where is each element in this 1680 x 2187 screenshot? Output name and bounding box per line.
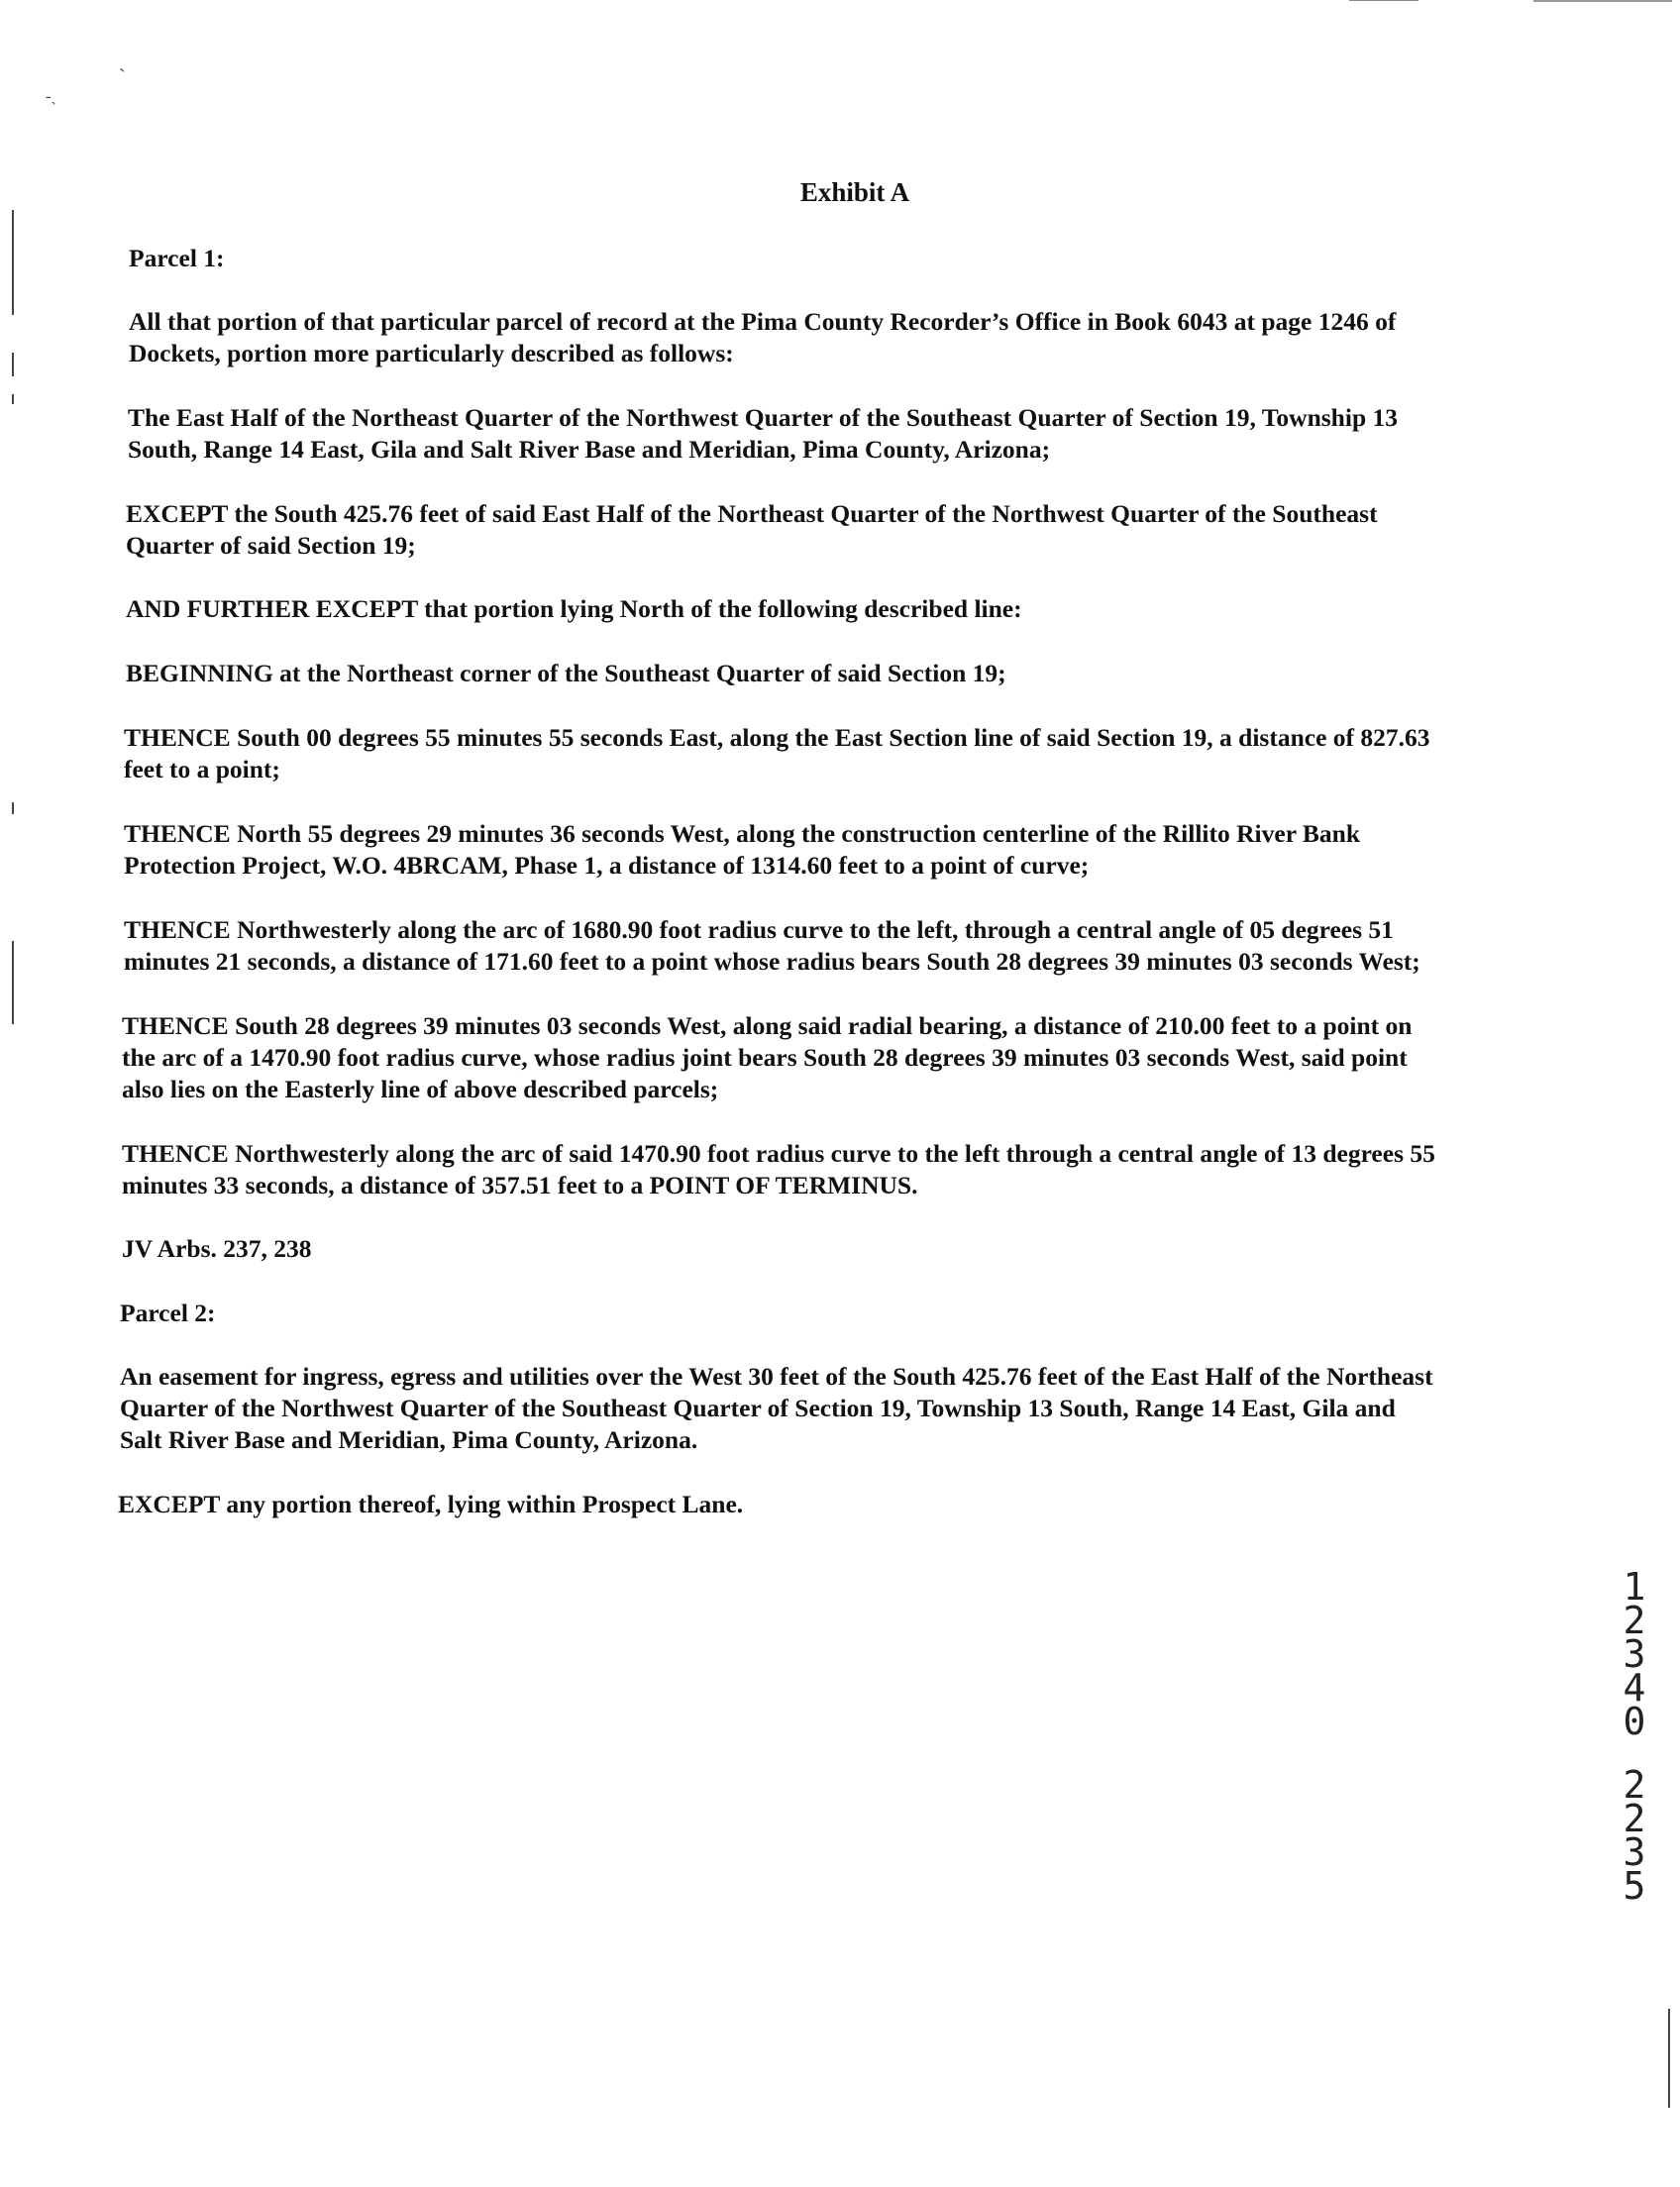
recording-stamp	[1613, 1565, 1656, 1908]
text-line: JV Arbs. 237, 238	[122, 1234, 312, 1263]
text-line: THENCE South 00 degrees 55 minutes 55 seconds East, along the East Section line of said Section 19, a distance of 827.63	[124, 723, 1430, 752]
text-line: Dockets, portion more particularly described as follows:	[129, 339, 734, 367]
scan-margin-mark	[12, 941, 14, 1024]
scan-margin-mark	[12, 394, 14, 404]
scan-speck-top-left: ˏ	[119, 51, 126, 72]
paragraph-thence-north	[124, 818, 1360, 882]
paragraph-thence-radial	[122, 1010, 1412, 1105]
paragraph-except-south	[126, 498, 1378, 562]
text-line: The East Half of the Northeast Quarter of the Northwest Quarter of the Southeast Quarter of Section 19, Township 13	[128, 403, 1399, 432]
text-line: Parcel 2:	[120, 1299, 216, 1327]
paragraph-jv-arbs	[122, 1233, 312, 1265]
text-line: Salt River Base and Meridian, Pima County, Arizona.	[120, 1425, 698, 1454]
paragraph-thence-arc-1680	[124, 914, 1420, 978]
paragraph-thence-arc-1470	[122, 1138, 1435, 1201]
page-title: Exhibit A	[799, 177, 910, 207]
text-line: also lies on the Easterly line of above described parcels;	[122, 1075, 719, 1103]
stamp-digit: 4	[1623, 1666, 1646, 1710]
stamp-digit: 2	[1623, 1599, 1646, 1642]
text-line: THENCE South 28 degrees 39 minutes 03 seconds West, along said radial bearing, a distance of 210.00 feet to a point on	[122, 1011, 1413, 1040]
text-line: An easement for ingress, egress and utilities over the West 30 feet of the South 425.76 feet of the East Half of the Northeast	[120, 1362, 1433, 1391]
text-line: EXCEPT the South 425.76 feet of said East Half of the Northeast Quarter of the Northwest Quarter of the Southeast	[126, 499, 1378, 528]
paragraph-beginning	[126, 658, 1006, 689]
text-line: feet to a point;	[124, 755, 280, 783]
stamp-digit: 5	[1623, 1864, 1646, 1908]
scan-speck-top-left-2: -ˎ	[46, 88, 56, 105]
stamp-digit: 3	[1623, 1632, 1646, 1676]
stamp-digit: 2	[1623, 1763, 1646, 1807]
paragraph-parcel-2-heading	[120, 1298, 216, 1329]
paragraph-easement	[120, 1361, 1433, 1456]
text-line: EXCEPT any portion thereof, lying within Prospect Lane.	[118, 1490, 744, 1518]
paragraph-thence-south	[124, 722, 1430, 785]
paragraph-except-prospect-lane	[118, 1489, 743, 1520]
scan-margin-mark	[1668, 2009, 1670, 2108]
text-line: South, Range 14 East, Gila and Salt River Base and Meridian, Pima County, Arizona;	[128, 435, 1051, 464]
stamp-digit: 3	[1623, 1830, 1646, 1874]
stamp-digit: 0	[1623, 1700, 1646, 1743]
text-line: Protection Project, W.O. 4BRCAM, Phase 1, a distance of 1314.60 feet to a point of curve;	[124, 851, 1090, 880]
text-line: AND FURTHER EXCEPT that portion lying North of the following described line:	[126, 594, 1022, 623]
text-line: All that portion of that particular parcel of record at the Pima County Recorder’s Office in Book 6043 at page 1246 of	[129, 307, 1397, 336]
scan-margin-mark	[12, 353, 14, 376]
paragraph-parcel-1-heading	[129, 243, 225, 274]
stamp-digit: 2	[1623, 1797, 1646, 1840]
text-line: THENCE North 55 degrees 29 minutes 36 seconds West, along the construction centerline of the Rillito River Bank	[124, 819, 1361, 848]
paragraph-legal-description	[128, 402, 1398, 466]
paragraph-parcel-1-intro	[129, 306, 1396, 369]
text-line: Parcel 1:	[129, 244, 225, 272]
text-line: BEGINNING at the Northeast corner of the Southeast Quarter of said Section 19;	[126, 659, 1006, 687]
scan-edge-mark	[1349, 0, 1418, 1]
text-line: Quarter of the Northwest Quarter of the Southeast Quarter of Section 19, Township 13 South, Range 14 East, Gila and	[120, 1394, 1396, 1422]
scan-margin-mark	[12, 802, 14, 814]
paragraph-further-except	[126, 593, 1022, 625]
text-line: minutes 33 seconds, a distance of 357.51 feet to a POINT OF TERMINUS.	[122, 1171, 918, 1199]
text-line: the arc of a 1470.90 foot radius curve, whose radius joint bears South 28 degrees 39 minutes 03 seconds West, said point	[122, 1043, 1408, 1072]
text-line: minutes 21 seconds, a distance of 171.60 feet to a point whose radius bears South 28 degrees 39 minutes 03 seconds West;	[124, 947, 1420, 976]
text-line: THENCE Northwesterly along the arc of said 1470.90 foot radius curve to the left through a central angle of 13 degrees 55	[122, 1139, 1435, 1168]
scan-margin-mark	[12, 210, 14, 315]
stamp-digit: 1	[1623, 1565, 1646, 1609]
text-line: Quarter of said Section 19;	[126, 531, 416, 560]
scan-edge-mark	[1533, 0, 1672, 2]
text-line: THENCE Northwesterly along the arc of 1680.90 foot radius curve to the left, through a central angle of 05 degrees 51	[124, 915, 1394, 944]
